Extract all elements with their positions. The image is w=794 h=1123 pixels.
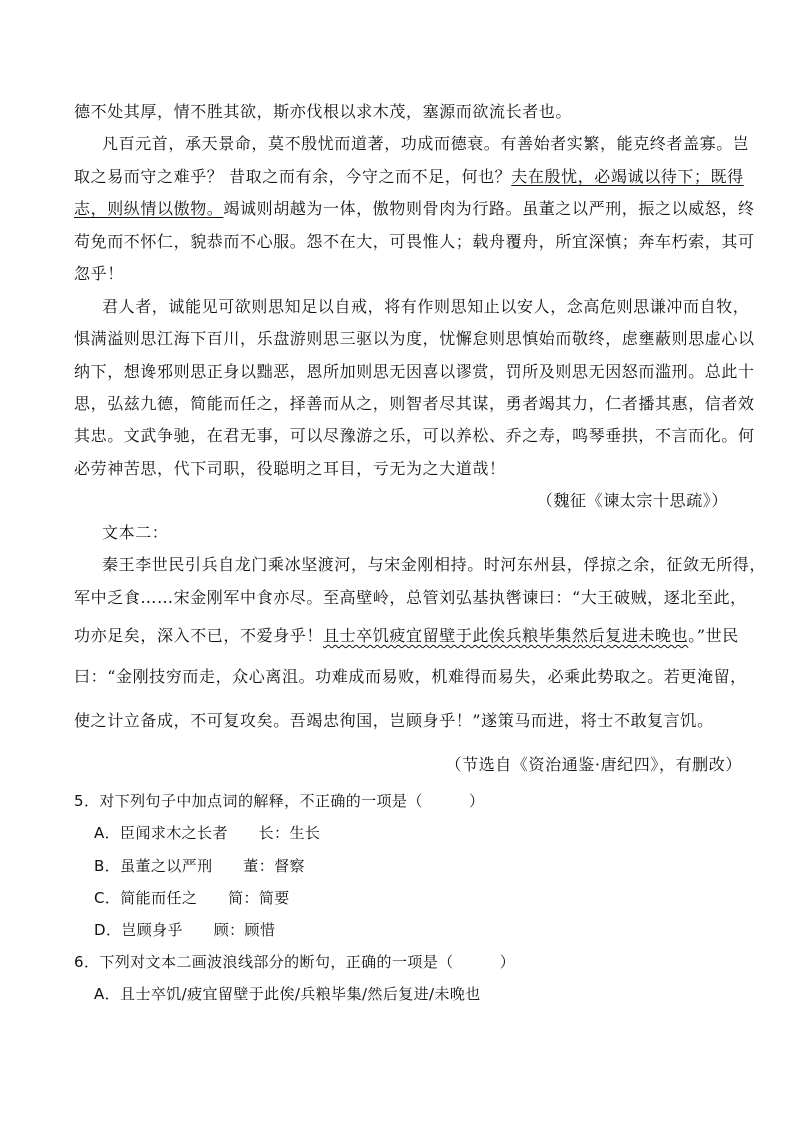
- text2-line-5: 使之计立备成，不可复攻矣。吾竭忠徇国，岂顾身乎！”遂策马而进，将士不敢复言饥。: [74, 711, 714, 730]
- wavy-underlined-passage: 且士卒饥疲宜留壁于此俟兵粮毕集然后复进未晚也: [323, 626, 689, 645]
- text2-line-3-plain: 功亦足矣，深入不已，不爱身乎！: [74, 626, 324, 645]
- text2-line-3-tail: 。”世民: [688, 626, 739, 645]
- text1-line-3-plain: 取之易而守之难乎？ 昔取之而有余，今守之而不足，何也？: [74, 167, 512, 186]
- text2-line-4: 曰：“金刚技穷而走，众心离沮。功难成而易败，机难得而易失，必乘此势取之。若更淹留，: [74, 667, 747, 686]
- text1-line-4-plain: 竭诚则胡越为一体，傲物则骨肉为行路。虽董之以严刑，振之以威怒，终: [223, 199, 755, 218]
- text2-line-2: 军中乏食……宋金刚军中食亦尽。至高壁岭，总管刘弘基执辔谏曰：“大王破贼，逐北至此，: [74, 588, 747, 607]
- text2-heading: 文本二：: [102, 523, 169, 542]
- text1-line-12: 必劳神苦思，代下司职，役聪明之耳目，亏无为之大道哉！: [74, 459, 506, 478]
- text1-line-7: 君人者，诚能见可欲则思知足以自戒，将有作则思知止以安人，念高危则思谦冲而自牧，: [102, 297, 750, 316]
- text1-line-3: [74, 167, 744, 187]
- text1-line-10: 思，弘兹九德，简能而任之，择善而从之，则智者尽其谋，勇者竭其力，仁者播其惠，信者效: [74, 394, 755, 413]
- text2-line-3: [74, 626, 739, 646]
- text1-source: （魏征《谏太宗十思疏》）: [536, 491, 728, 510]
- text1-line-5: 苟免而不怀仁，貌恭而不心服。怨不在大，可畏惟人；载舟覆舟，所宜深慎；奔车朽索，其可: [74, 232, 755, 251]
- text1-line-1: 德不处其厚，情不胜其欲，斯亦伐根以求木茂，塞源而欲流长者也。: [74, 102, 573, 121]
- question-6-option-a: A．且士卒饥/疲宜留壁于此俟/兵粮毕集/然后复进/未晚也: [94, 985, 481, 1003]
- text2-line-1: 秦王李世民引兵自龙门乘冰坚渡河，与宋金刚相持。时河东州县，俘掠之余，征敛无所得，: [102, 555, 767, 574]
- text1-line-9: 纳下，想谗邪则思正身以黜恶，恩所加则思无因喜以谬赏，罚所及则思无因怒而滥刑。总此十: [74, 362, 755, 381]
- text1-line-4: [74, 199, 755, 219]
- text1-line-8: 惧满溢则思江海下百川，乐盘游则思三驱以为度，忧懈怠则思慎始而敬终，虑壅蔽则思虚心以: [74, 329, 755, 348]
- text1-line-11: 其忠。文武争驰，在君无事，可以尽豫游之乐，可以养松、乔之寿，鸣琴垂拱，不言而化。何: [74, 426, 755, 445]
- question-5-option-c: C．简能而任之 简：简要: [94, 889, 290, 907]
- text1-line-2: 凡百元首，承天景命，莫不殷忧而道著，功成而德衰。有善始者实繁，能克终者盖寡。岂: [102, 134, 750, 153]
- text2-source: （节选自《资治通鉴·唐纪四》，有删改）: [445, 755, 742, 774]
- question-6-stem: 6．下列对文本二画波浪线部分的断句，正确的一项是（ ）: [74, 953, 516, 971]
- question-5-option-a: A．臣闻求木之长者 长：生长: [94, 824, 321, 842]
- question-5-option-b: B．虽董之以严刑 董：督察: [94, 857, 305, 875]
- question-5-option-d: D．岂顾身乎 顾：顾惜: [94, 921, 276, 939]
- underlined-passage-part-2: 志，则纵情以傲物。: [74, 199, 224, 218]
- question-5-stem: 5．对下列句子中加点词的解释，不正确的一项是（ ）: [74, 792, 485, 810]
- underlined-passage-part-1: 夫在殷忧，必竭诚以待下；既得: [511, 167, 744, 186]
- text1-line-6: 忽乎！: [74, 264, 124, 283]
